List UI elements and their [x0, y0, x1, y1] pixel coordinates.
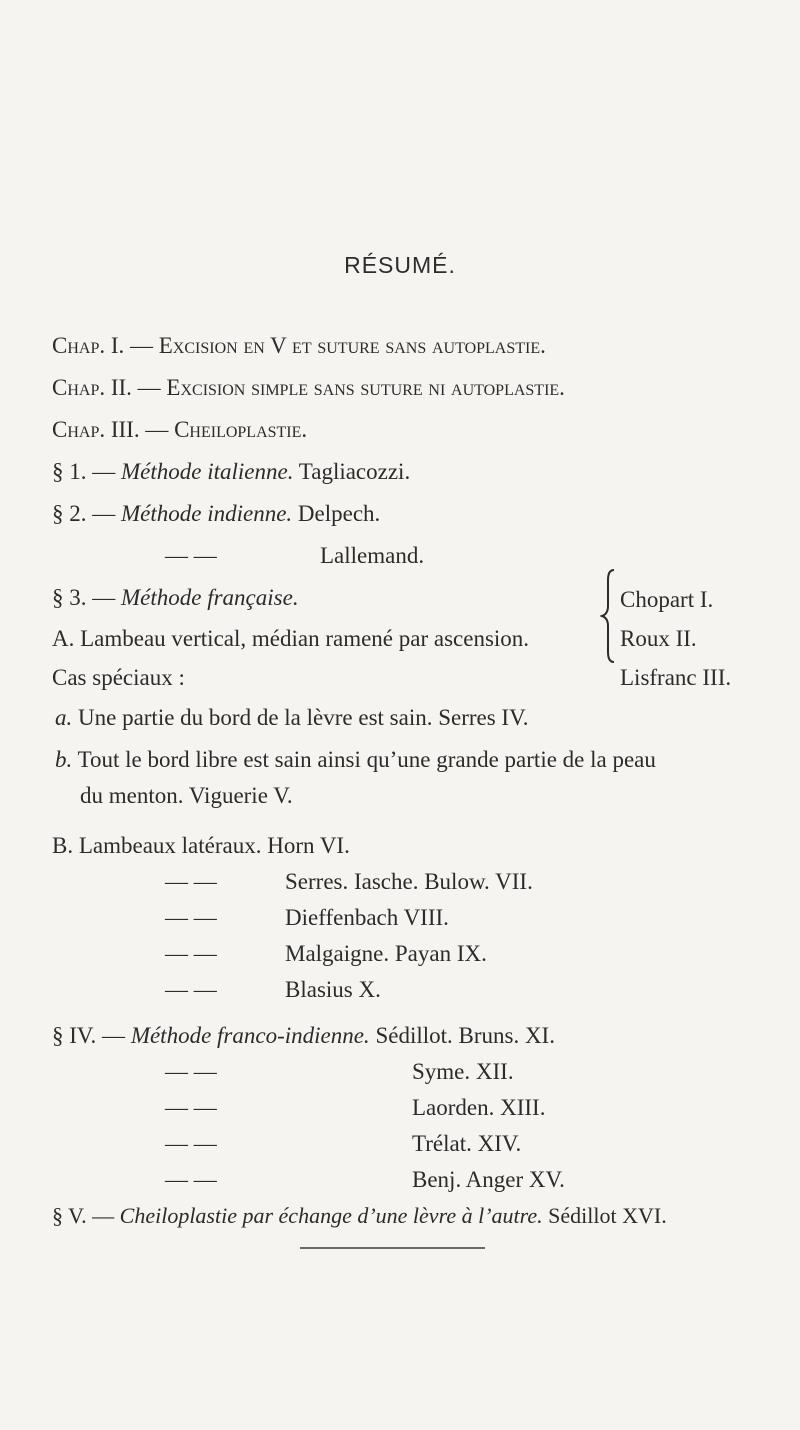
page-title: RÉSUMÉ.	[344, 252, 456, 278]
curly-brace-icon	[600, 566, 618, 666]
lateral-flaps-line: B. Lambeaux latéraux. Horn VI.	[52, 833, 350, 858]
bracket-item-roux: Roux II.	[620, 626, 697, 651]
lateral-dashes-3: — —	[165, 941, 217, 966]
section-5-prefix: § V. —	[52, 1203, 120, 1228]
section-2-prefix: § 2. —	[52, 501, 121, 526]
franco-indian-item-1: Syme. XII.	[412, 1059, 514, 1084]
section-3-line	[52, 583, 299, 613]
section-3-method: Méthode française.	[121, 585, 299, 610]
section-2-dashes: — —	[165, 543, 217, 568]
section-1-author: Tagliacozzi.	[293, 459, 411, 484]
section-2-method: Méthode indienne.	[121, 501, 293, 526]
lateral-item-4: Blasius X.	[285, 977, 381, 1002]
case-b-text: Tout le bord libre est sain ainsi qu’une grande partie de la peau	[72, 747, 656, 772]
section-4-author: Sédillot. Bruns. XI.	[369, 1023, 555, 1048]
section-1-method: Méthode italienne.	[121, 459, 294, 484]
lateral-dashes-2: — —	[165, 905, 217, 930]
franco-indian-item-4: Benj. Anger XV.	[412, 1167, 565, 1192]
bottom-divider	[300, 1247, 485, 1249]
cas-speciaux-label: Cas spéciaux :	[52, 665, 185, 690]
chapter-3-line: Chap. III. — Cheiloplastie.	[52, 417, 308, 442]
section-4-prefix: § IV. —	[52, 1023, 131, 1048]
lambeau-vertical-line: A. Lambeau vertical, médian ramené par ascension.	[52, 626, 530, 651]
lateral-item-1: Serres. Iasche. Bulow. VII.	[285, 869, 533, 894]
chapter-1-line: Chap. I. — Excision en V et suture sans autoplastie.	[52, 333, 546, 358]
section-4-method: Méthode franco-indienne.	[130, 1023, 370, 1048]
section-3-prefix: § 3. —	[52, 585, 121, 610]
case-b-continuation: du menton. Viguerie V.	[80, 783, 293, 808]
lateral-item-2: Dieffenbach VIII.	[285, 905, 449, 930]
lateral-dashes-4: — —	[165, 977, 217, 1002]
section-1-prefix: § 1. —	[52, 459, 121, 484]
franco-indian-item-3: Trélat. XIV.	[412, 1131, 522, 1156]
case-b-line	[55, 745, 656, 775]
section-2-line	[52, 499, 380, 529]
bracket-item-chopart: Chopart I.	[620, 587, 714, 612]
section-1-line	[52, 457, 410, 487]
section-5-method: Cheiloplastie par échange d’une lèvre à l’autre.	[119, 1203, 543, 1228]
section-2-continuation: Lallemand.	[320, 543, 425, 568]
section-4-line	[52, 1021, 555, 1051]
lateral-item-3: Malgaigne. Payan IX.	[285, 941, 487, 966]
franco-indian-dashes-2: — —	[165, 1095, 217, 1120]
section-5-author: Sédillot XVI.	[542, 1203, 667, 1228]
section-5-line	[52, 1201, 667, 1231]
franco-indian-dashes-4: — —	[165, 1167, 217, 1192]
case-a-text: Une partie du bord de la lèvre est sain. Serres IV.	[72, 705, 529, 730]
section-2-author: Delpech.	[292, 501, 381, 526]
case-a-line	[55, 703, 529, 733]
franco-indian-item-2: Laorden. XIII.	[412, 1095, 546, 1120]
bracket-item-lisfranc: Lisfranc III.	[620, 665, 732, 690]
franco-indian-dashes-3: — —	[165, 1131, 217, 1156]
franco-indian-dashes-1: — —	[165, 1059, 217, 1084]
case-b-prefix: b.	[55, 747, 73, 772]
case-a-prefix: a.	[55, 705, 73, 730]
lateral-dashes-1: — —	[165, 869, 217, 894]
chapter-2-line: Chap. II. — Excision simple sans suture ni autoplastie.	[52, 375, 565, 400]
